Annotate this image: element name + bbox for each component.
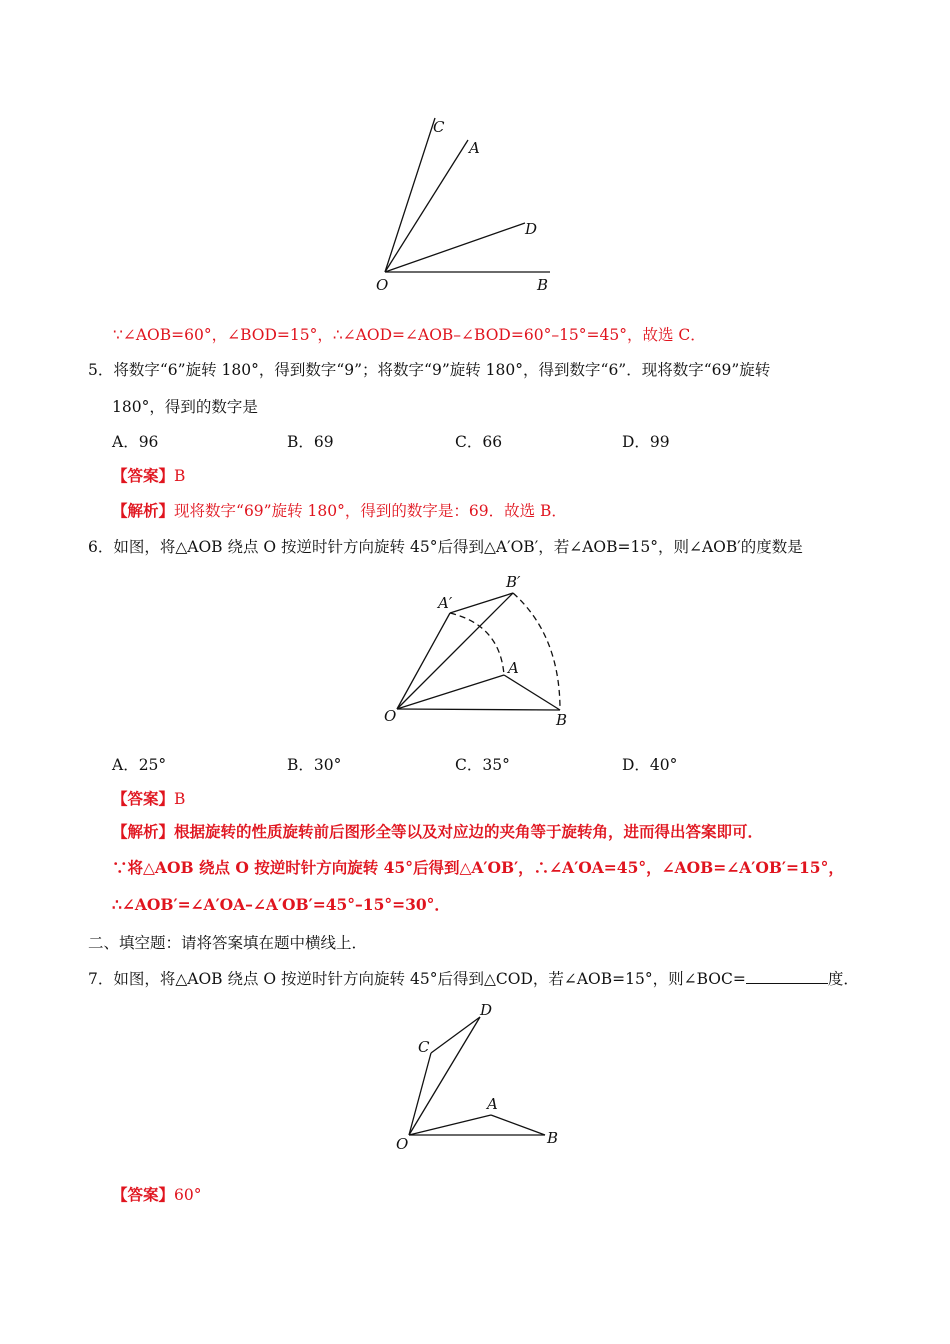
label-C: C xyxy=(433,118,445,136)
label-A: A xyxy=(469,139,480,157)
analysis-tag: 【解析】 xyxy=(112,822,175,841)
q5-option-d: D．99 xyxy=(622,433,670,451)
ray-OD xyxy=(385,223,525,272)
segment-CD xyxy=(431,1017,480,1053)
figure-rotated-triangle xyxy=(370,565,590,735)
q5-stem-line1: 5．将数字“6”旋转 180°，得到数字“9”；将数字“9”旋转 180°，得到数字“6”．现将数字“69”旋转 xyxy=(88,361,771,379)
section-heading: 二、填空题：请将答案填在题中横线上． xyxy=(88,934,368,952)
q7-answer xyxy=(112,1185,202,1205)
analysis-tag: 【解析】 xyxy=(112,501,175,520)
q6-option-d: D．40° xyxy=(622,756,678,774)
segment-AB xyxy=(504,675,560,710)
label-B: B xyxy=(556,711,568,729)
arc-B-to-B-prime xyxy=(513,593,560,710)
q5-option-c: C．66 xyxy=(455,433,503,451)
q6-option-a: A．25° xyxy=(112,756,167,774)
figure-rotated-triangle-cod xyxy=(385,995,575,1155)
label-D: D xyxy=(525,220,538,238)
label-A: A xyxy=(487,1095,498,1113)
analysis-text: 根据旋转的性质旋转前后图形全等以及对应边的夹角等于旋转角，进而得出答案即可． xyxy=(174,822,764,841)
analysis-text: 现将数字“69”旋转 180°，得到的数字是：69．故选 B． xyxy=(174,502,567,520)
q5-option-b: B．69 xyxy=(287,433,334,451)
segment-AB xyxy=(491,1115,545,1135)
segment-OD xyxy=(409,1017,480,1135)
q6-answer xyxy=(112,789,185,809)
answer-tag: 【答案】 xyxy=(112,789,175,808)
segment-OB xyxy=(397,709,560,710)
label-O: O xyxy=(376,276,389,294)
q6-analysis-line1 xyxy=(112,822,763,842)
label-O: O xyxy=(396,1135,409,1153)
segment-OA xyxy=(409,1115,491,1135)
q6-analysis-line2: ∵将△AOB 绕点 O 按逆时针方向旋转 45°后得到△A′OB′，∴∠A′OA=45°，∠AOB=∠A′OB′=15°， xyxy=(112,858,844,877)
q7-stem-text: 7．如图，将△AOB 绕点 O 按逆时针方向旋转 45°后得到△COD，若∠AOB=15°，则∠BOC= xyxy=(88,970,746,988)
label-A-prime: A′ xyxy=(438,594,453,612)
answer-tag: 【答案】 xyxy=(112,466,175,485)
answer-tag: 【答案】 xyxy=(112,1185,175,1204)
arc-A-to-A-prime xyxy=(450,613,504,675)
q7-stem xyxy=(88,969,859,989)
q5-option-a: A．96 xyxy=(112,433,159,451)
label-C: C xyxy=(418,1038,430,1056)
q5-answer xyxy=(112,466,185,486)
answer-value: 60° xyxy=(174,1186,202,1204)
answer-value: B xyxy=(174,467,186,485)
answer-value: B xyxy=(174,790,186,808)
q5-stem-line2: 180°，得到的数字是 xyxy=(112,398,258,416)
label-A: A xyxy=(508,659,519,677)
label-B: B xyxy=(537,276,549,294)
figure-angle-rays xyxy=(360,110,580,300)
q7-stem-unit: 度． xyxy=(827,970,859,988)
q5-analysis xyxy=(112,501,567,521)
label-B-prime: B′ xyxy=(506,573,521,591)
q6-option-b: B．30° xyxy=(287,756,342,774)
segment-OC xyxy=(409,1053,431,1135)
ray-OA xyxy=(385,140,468,272)
label-B: B xyxy=(547,1129,559,1147)
ray-OC xyxy=(385,118,435,272)
label-O: O xyxy=(384,707,397,725)
q4-solution: ∵∠AOB=60°，∠BOD=15°，∴∠AOD=∠AOB–∠BOD=60°–15°=45°，故选 C． xyxy=(113,326,706,344)
label-D: D xyxy=(480,1001,493,1019)
q6-stem: 6．如图，将△AOB 绕点 O 按逆时针方向旋转 45°后得到△A′OB′，若∠AOB=15°，则∠AOB′的度数是 xyxy=(88,538,803,556)
segment-OB-prime xyxy=(397,593,513,709)
q6-option-c: C．35° xyxy=(455,756,510,774)
answer-blank[interactable] xyxy=(746,969,828,984)
q6-analysis-line3: ∴∠AOB′=∠A′OA–∠A′OB′=45°–15°=30°． xyxy=(112,895,450,914)
